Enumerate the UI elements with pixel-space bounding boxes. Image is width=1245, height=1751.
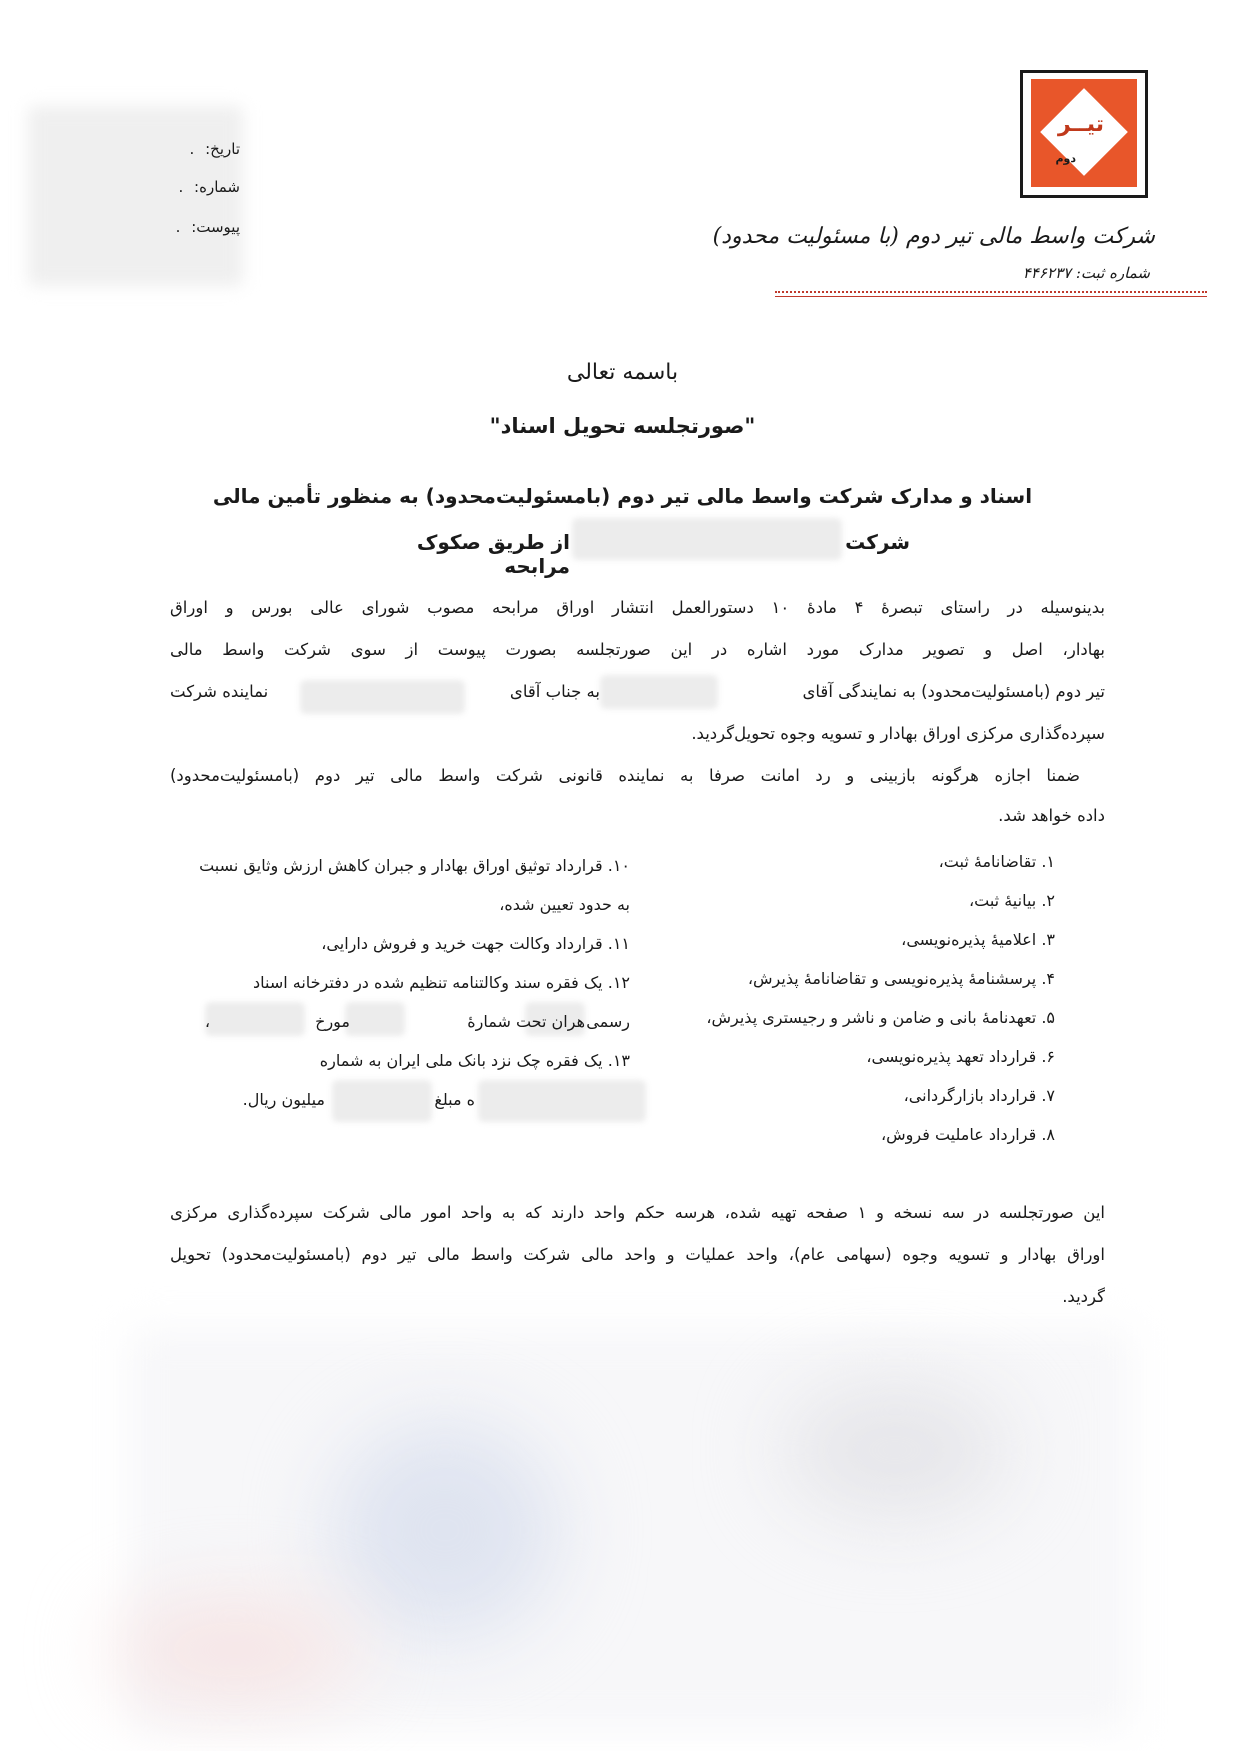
redacted-signature-blob-3 xyxy=(110,1600,360,1700)
list-item: ۶. قرارداد تعهد پذیره‌نویسی، xyxy=(866,1047,1055,1066)
intro-line-2: بهادار، اصل و تصویر مدارک مورد اشاره در این صورتجلسه بصورت پیوست از سوی شرکت واسط مالی xyxy=(170,640,1105,659)
note-line-2: داده خواهد شد. xyxy=(998,806,1105,825)
subtitle-company-label: شرکت xyxy=(845,530,910,554)
redacted-cheque-number xyxy=(478,1080,646,1122)
number-label: شماره: xyxy=(194,178,240,196)
list-item: ۴. پرسشنامهٔ پذیره‌نویسی و تقاضانامهٔ پذیرش، xyxy=(747,969,1055,988)
closing-line-2: اوراق بهادار و تسویه وجوه (سهامی عام)، واحد عملیات و واحد مالی شرکت واسط مالی تیر دوم (بامسئولیت‌محدود) تحویل xyxy=(170,1245,1105,1264)
list-item-12-date: مورخ xyxy=(315,1012,350,1031)
list-item-13-line-1: ۱۳. یک فقره چک نزد بانک ملی ایران به شماره xyxy=(319,1051,630,1070)
date-label: تاریخ: xyxy=(205,140,240,158)
list-item-12-rasmi: رسمی xyxy=(586,1012,630,1031)
intro-line-1: بدینوسیله در راستای تبصرهٔ ۴ مادهٔ ۱۰ دستورالعمل انتشار اوراق مرابحه مصوب شورای عالی بورس و اوراق xyxy=(170,598,1105,617)
company-name: شرکت واسط مالی تیر دوم (با مسئولیت محدود) xyxy=(712,224,1155,249)
redacted-signature-blob-1 xyxy=(330,1420,560,1640)
list-item: ۱. تقاضانامهٔ ثبت، xyxy=(938,852,1055,871)
list-item-12-comma: ، xyxy=(204,1012,210,1031)
intro-line-3c: نماینده شرکت xyxy=(170,682,269,701)
subtitle-line-2: از طریق صکوک مرابحه xyxy=(416,530,570,578)
attachment-value: . xyxy=(175,218,181,236)
subtitle-line-1: اسناد و مدارک شرکت واسط مالی تیر دوم (بامسئولیت‌محدود) به منظور تأمین مالی xyxy=(212,484,1033,508)
redacted-amount xyxy=(332,1080,432,1122)
list-item: ۷. قرارداد بازارگردانی، xyxy=(903,1086,1055,1105)
list-item-12-line-1: ۱۲. یک فقره سند وکالتنامه تنظیم شده در دفترخانه اسناد xyxy=(252,973,630,992)
list-item-10-line-2: به حدود تعیین شده، xyxy=(499,895,630,914)
closing-line-3: گردید. xyxy=(1062,1287,1105,1306)
redacted-doc-date xyxy=(205,1002,305,1036)
date-field xyxy=(160,140,240,158)
list-item: ۸. قرارداد عاملیت فروش، xyxy=(880,1125,1055,1144)
intro-line-3a: تیر دوم (بامسئولیت‌محدود) به نمایندگی آقای xyxy=(802,682,1105,701)
logo-sub: دوم xyxy=(1055,152,1076,165)
redacted-doc-number xyxy=(345,1002,405,1036)
list-item-12-number: هران تحت شمارهٔ xyxy=(467,1012,585,1031)
number-field xyxy=(160,178,240,196)
company-registration: شماره ثبت: ۴۴۶۲۳۷ xyxy=(1022,264,1150,282)
intro-line-4: سپرده‌گذاری مرکزی اوراق بهادار و تسویه وجوه تحویل‌گردید. xyxy=(691,724,1105,743)
redacted-stamp-area xyxy=(28,106,243,286)
basmala: باسمه تعالی xyxy=(566,360,679,385)
attachment-label: پیوست: xyxy=(191,218,240,236)
logo-name: تیــر xyxy=(1058,112,1104,137)
header-divider xyxy=(775,291,1207,293)
date-value: . xyxy=(189,140,195,158)
redacted-signature-blob-2 xyxy=(780,1380,1010,1520)
attachment-field xyxy=(160,218,240,236)
list-item-13-million-rial: میلیون ریال. xyxy=(242,1090,325,1109)
number-value: . xyxy=(178,178,184,196)
list-item: ۲. بیانیهٔ ثبت، xyxy=(968,891,1055,910)
intro-line-3b: به جناب آقای xyxy=(509,682,600,701)
header-divider-solid xyxy=(775,296,1207,297)
list-item-11: ۱۱. قرارداد وکالت جهت خرید و فروش دارایی، xyxy=(321,934,630,953)
list-item-10-line-1: ۱۰. قرارداد توثیق اوراق بهادار و جبران کاهش ارزش وثایق نسبت xyxy=(199,856,630,875)
redacted-representative-2 xyxy=(300,680,465,714)
closing-line-1: این صورتجلسه در سه نسخه و ۱ صفحه تهیه شده، هرسه حکم واحد دارند که به واحد امور مالی شرکت سپرده‌گذاری مرکزی xyxy=(170,1203,1105,1222)
list-item: ۳. اعلامیهٔ پذیره‌نویسی، xyxy=(901,930,1055,949)
list-item-13-amount-label: ه مبلغ xyxy=(434,1090,475,1109)
page-title: "صورتجلسه تحویل اسناد" xyxy=(489,414,756,438)
list-item: ۵. تعهدنامهٔ بانی و ضامن و ناشر و رجیستری پذیرش، xyxy=(706,1008,1055,1027)
redacted-representative-1 xyxy=(600,675,718,709)
note-line-1: ضمنا اجازه هرگونه بازبینی و رد امانت صرفا به نماینده قانونی شرکت واسط مالی تیر دوم (بامسئولیت‌محدود) xyxy=(170,766,1080,785)
